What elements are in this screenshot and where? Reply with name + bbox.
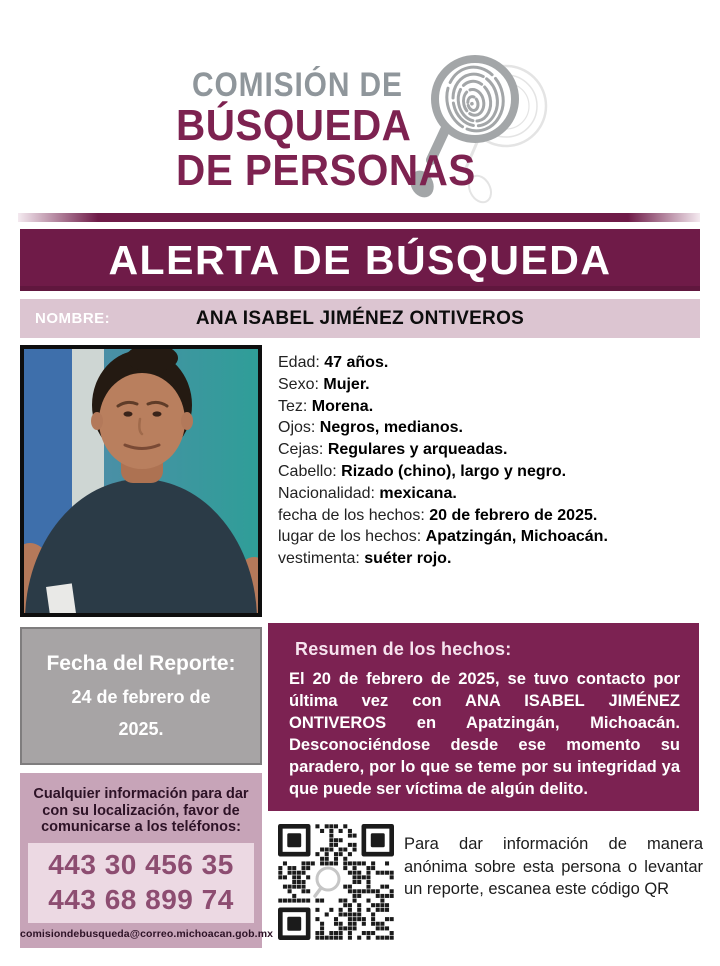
detail-row-vestimenta: vestimenta: suéter rojo. [278,550,452,568]
qr-caption: Para dar información de manera anónima sobre esta persona o levantar un reporte, escanea este código QR [404,835,703,898]
qr-code [278,824,394,940]
report-date-box [20,627,262,765]
detail-row-fecha-hechos: fecha de los hechos: 20 de febrero de 2025. [278,506,598,524]
logo-line-comision: COMISIÓN DE [192,66,403,104]
contact-instruction: Cualquier información para dar con su localización, favor de comunicarse a los teléfonos: [33,786,249,835]
detail-row-nacionalidad: Nacionalidad: mexicana. [278,484,457,502]
detail-row-cabello: Cabello: Rizado (chino), largo y negro. [278,462,567,480]
person-details-list [278,352,710,570]
phone-number-2: 443 68 899 74 [48,884,234,915]
name-bar [20,299,700,338]
report-date-line1: 24 de febrero de [71,687,211,707]
detail-row-edad: Edad: 47 años. [278,354,389,371]
alert-banner-title: ALERTA DE BÚSQUEDA [108,236,612,283]
detail-row-cejas: Cejas: Regulares y arqueadas. [278,441,508,459]
detail-row-tez: Tez: Morena. [278,397,374,415]
summary-box [268,623,699,811]
photo-illustration [24,349,258,613]
name-label: NOMBRE: [35,310,111,327]
phone-number-1: 443 30 456 35 [48,849,234,880]
alert-banner [20,229,700,291]
summary-title: Resumen de los hechos: [295,639,512,659]
logo-line-personas: DE PERSONAS [176,146,476,195]
missing-person-photo [20,345,262,617]
person-name: ANA ISABEL JIMÉNEZ ONTIVEROS [195,308,525,329]
detail-row-ojos: Ojos: Negros, medianos. [278,419,463,437]
detail-row-sexo: Sexo: Mujer. [278,375,370,393]
gradient-divider [18,213,700,222]
report-date-line2: 2025. [118,719,164,739]
summary-body: El 20 de febrero de 2025, se tuvo contacto por última vez con ANA ISABEL JIMÉNEZ ONTIVEROS en Apatzingán, Michoacán. Desconociéndose desde ese momento su paradero, por lo que se teme por su integridad ya que puede ser víctima de algún delito. [289,670,680,798]
report-date-title: Fecha del Reporte: [46,652,236,675]
detail-row-lugar-hechos: lugar de los hechos: Apatzingán, Michoacán. [278,528,608,546]
contact-box [20,773,274,948]
logo-line-busqueda: BÚSQUEDA [176,101,412,150]
contact-email: comisiondebusqueda@correo.michoacan.gob.mx [20,927,274,940]
phone-numbers-box [28,843,254,923]
